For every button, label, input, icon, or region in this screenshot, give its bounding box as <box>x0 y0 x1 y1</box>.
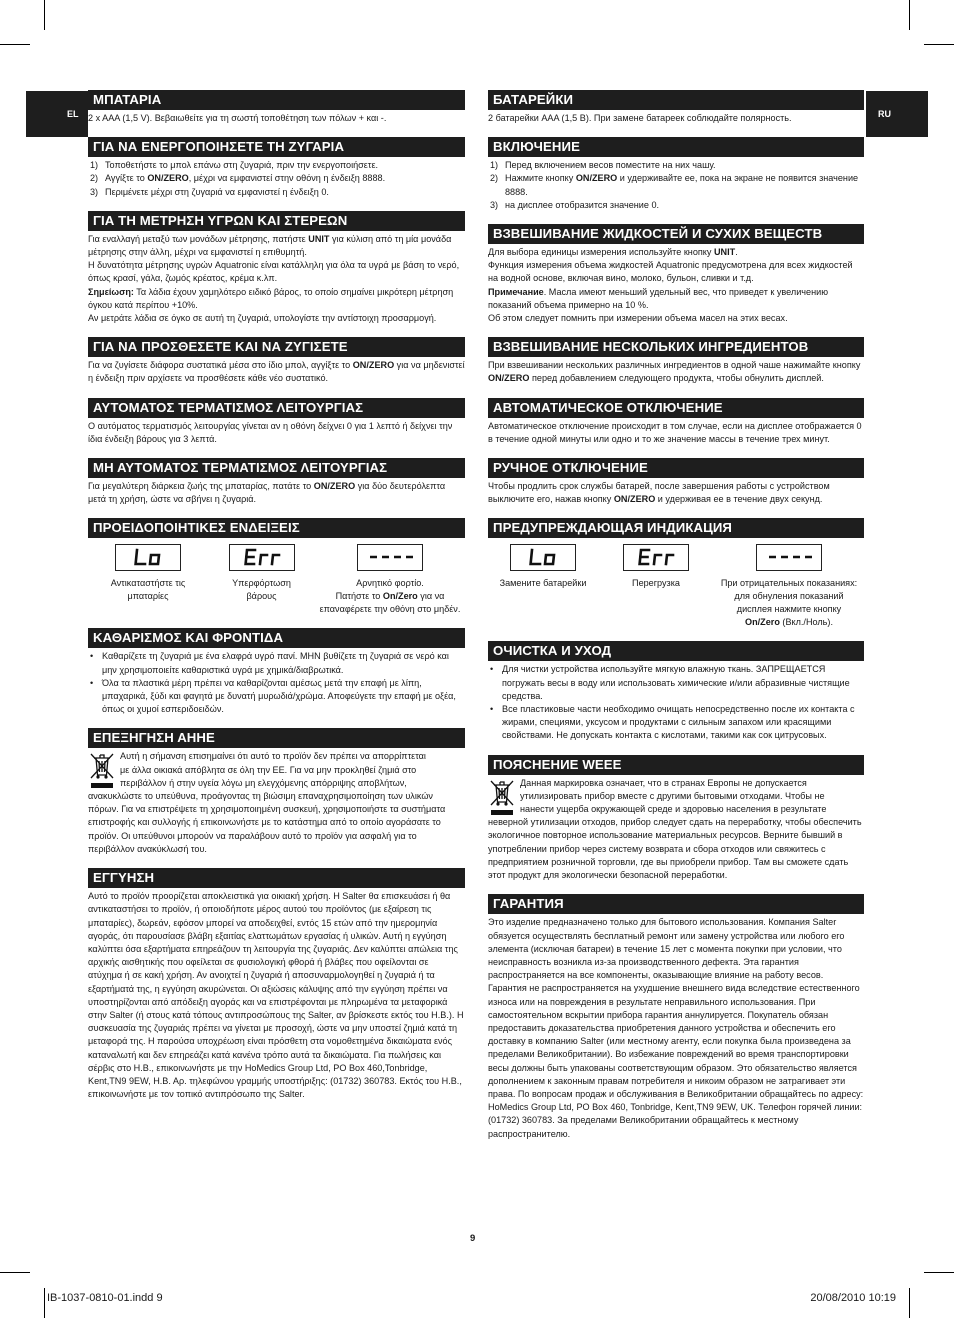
lcd-caption: On/Zero (Вкл./Ноль). <box>745 617 833 628</box>
lcd-caption: При отрицательных показаниях: <box>720 578 858 589</box>
lcd-err-icon <box>623 544 689 571</box>
section-text: Ο αυτόματος τερματισμός λειτουργίας γίνεται αν η οθόνη δείχνει 0 για 1 λεπτό ή δείχνει την ίδια ένδειξη βάρους για 3 λεπτά. <box>88 420 453 444</box>
section-auto-off <box>488 398 864 446</box>
step-1: 1) Τοποθετήστε το μπολ επάνω στη ζυγαριά, πριν την ενεργοποιήσετε. <box>90 160 379 171</box>
weee-text: нанести ущерба окружающей среде и здоровью населения в результате <box>520 804 827 815</box>
section-title: ПОЯСНЕНИЕ WEEE <box>488 755 864 775</box>
lcd-dashes-icon <box>357 544 423 571</box>
lcd-caption: επαναφέρετε την οθόνη στο μηδέν. <box>319 604 461 615</box>
weee-text: утилизировать прибор вместе с другими бытовыми отходами. Чтобы не <box>520 790 825 801</box>
lcd-caption: Перегрузка <box>632 578 680 589</box>
page-number: 9 <box>470 1233 476 1244</box>
russian-column <box>488 90 864 1153</box>
section-title: ΚΑΘΑΡΙΣΜΟΣ ΚΑΙ ΦΡΟΝΤΙΔΑ <box>88 628 465 648</box>
crop-mark <box>924 44 954 45</box>
section-title: ΕΓΓΥΗΣΗ <box>88 868 465 888</box>
language-tab-ru <box>866 91 928 137</box>
section-warnings <box>488 518 864 629</box>
paragraph: Об этом следует помнить при измерении объема масел на этих весах. <box>488 313 788 324</box>
section-warranty <box>488 894 864 1140</box>
section-auto-off <box>88 398 465 446</box>
lcd-lo-icon <box>115 544 181 571</box>
lcd-item-lo <box>488 544 598 629</box>
footer-date-time: 20/08/2010 10:19 <box>810 1292 896 1304</box>
crossed-bin-icon <box>88 750 116 792</box>
bullet-item: • Все пластиковые части необходимо очищать непосредственно после их контакта с жирами, специями, уксусом и продуктами с сильным запахом или красящими свойствами. Не допускать контакта с кислотами, такими как сок цитрусовых. <box>488 703 864 743</box>
lcd-caption: Αρνητικό φορτίο. <box>356 578 424 589</box>
section-title: ΓΙΑ ΝΑ ΠΡΟΣΘΕΣΕΤΕ ΚΑΙ ΝΑ ΖΥΓΙΣΕΤΕ <box>88 337 465 357</box>
section-text: Чтобы продлить срок службы батарей, после завершения работы с устройством выключите его, нажав кнопку ON/ZERO и удерживая ее в течение двух секунд. <box>488 481 830 505</box>
paragraph: Функция измерения объема жидкостей Aquatronic предусмотрена для всех жидкостей на водной основе, включая вино, молоко, бульон, сливки и т.д. <box>488 260 853 284</box>
step-3: 3) Περιμένετε μέχρι στη ζυγαριά να εμφανιστεί η ένδειξη 0. <box>90 186 329 197</box>
language-label: EL <box>67 109 79 119</box>
footer-file-info: IB-1037-0810-01.indd 9 <box>47 1292 163 1304</box>
section-warranty <box>88 868 465 1101</box>
section-add-weigh <box>488 337 864 385</box>
section-add-weigh <box>88 337 465 385</box>
section-care <box>88 628 465 716</box>
section-battery <box>488 90 864 125</box>
step-1: 1) Перед включением весов поместите на них чашу. <box>490 160 716 171</box>
weee-text: με άλλα οικιακά απόβλητα σε όλη την ΕΕ. Για να μην προκληθεί ζημιά στο <box>120 764 417 775</box>
section-weee <box>88 728 465 856</box>
lcd-caption: Αντικαταστήστε τις <box>110 578 186 589</box>
step-2: 2) Αγγίξτε το ON/ZERO, μέχρι να εμφανιστεί στην οθόνη η ένδειξη 8888. <box>90 173 386 184</box>
lcd-caption: Πατήστε το On/Zero για να <box>335 591 445 602</box>
section-title: ВЗВЕШИВАНИЕ ЖИДКОСТЕЙ И СУХИХ ВЕЩЕСТВ <box>488 224 864 244</box>
section-power-on <box>88 137 465 199</box>
section-title: ΜΠΑΤΑΡΙΑ <box>88 90 465 110</box>
lcd-item-err <box>606 544 706 629</box>
section-text: 2 батарейки AAA (1,5 В). При замене батареек соблюдайте полярность. <box>488 113 792 123</box>
section-liquid <box>88 211 465 325</box>
section-title: РУЧНОЕ ОТКЛЮЧЕНИЕ <box>488 458 864 478</box>
weee-text: неверной утилизации отходов, прибор следует сдать на переработку, чтобы обеспечить экологичное повторное использование материальных ресурсов. Верните бывший в употреблении прибор через систему возврата и сбора отходов или свяжитесь с предприятием розничной торговли, где вы приобрели прибор. Там вы сможете сдать этот продукт для экологически безопасной переработки. <box>488 817 862 881</box>
crop-mark <box>909 1288 910 1318</box>
weee-text: ανακυκλώστε το υπεύθυνα, προάγοντας τη βιώσιμη επαναχρησιμοποίηση των υλικών πόρων. Για να επιστρέψετε τη χρησιμοποιημένη συσκευή, χρησιμοποιήστε τα συστήματα επιστροφής και συλλογής ή επικοινωνήστε με το κατάστημα από το οποίο αγοράσατε το προϊόν. Οι υπεύθυνοι μπορούν να παραλάβουν αυτό το προϊόν για ασφαλή για το περιβάλλον ανακύκλωσή του. <box>88 791 446 854</box>
weee-text: περιβάλλον ή στην υγεία λόγω μη ελεγχόμενης απόρριψης αποβλήτων, <box>120 777 407 788</box>
lcd-caption: βάρους <box>246 591 277 602</box>
section-text: Για να ζυγίσετε διάφορα συστατικά μέσα στο ίδιο μπολ, αγγίξτε το ON/ZERO για να μηδενιστεί η ένδειξη πριν αρχίσετε να προσθέσετε κάθε νέο συστατικό. <box>88 360 465 384</box>
section-title: ΑΥΤΟΜΑΤΟΣ ΤΕΡΜΑΤΙΣΜΟΣ ΛΕΙΤΟΥΡΓΙΑΣ <box>88 398 465 418</box>
section-title: БАТАРЕЙКИ <box>488 90 864 110</box>
section-text: Για μεγαλύτερη διάρκεια ζωής της μπαταρίας, πατάτε το ON/ZERO για δύο δευτερόλεπτα μετά τη χρήση, ώστε να σβήνει η ζυγαριά. <box>88 481 446 505</box>
crop-mark <box>44 1288 45 1318</box>
lcd-item-err <box>212 544 312 616</box>
section-text: При взвешивании нескольких различных ингредиентов в одной чаше нажимайте кнопку ON/ZERO перед добавлением следующего продукта, чтобы обнулить дисплей. <box>488 360 861 384</box>
section-manual-off <box>488 458 864 506</box>
bullet-item: • Для чистки устройства используйте мягкую влажную ткань. ЗАПРЕЩАЕТСЯ погружать весы в воду или использовать химические и/или абразивные чистящие средства. <box>488 663 864 703</box>
greek-column <box>88 90 465 1113</box>
lcd-item-negative <box>315 544 465 616</box>
crop-mark <box>0 1272 30 1273</box>
lcd-dashes-icon <box>756 544 822 571</box>
section-text: Это изделие предназначено только для бытового использования. Компания Salter обязуется осуществлять бесплатный ремонт или замену устройства или любого его элемента (исключая батареи) в течение 15 лет с момента покупки при условии, что неисправность возникла из-за производственного дефекта. Эта гарантия распространяется на все компоненты, оказывающие влияние на работу весов. Гарантия не распространяется на ухудшение внешнего вида вследствие естественного износа или на повреждения в результате неправильного использования. При самостоятельном вскрытии прибора гарантия аннулируется. Покупатель обязан предоставить доказательства приобретения данного устройства и обеспечить его доставку в компанию Salter (или местному агенту, если покупка была произведена за пределами Великобритании). Во избежание повреждений во время транспортировки весы должны быть упакованы соответствующим образом. Это обязательство является дополнением к законным правам потребителя и никоим образом не затрагивает эти права. По вопросам продаж и обслуживания в Великобритании обращайтесь по адресу: HoMedics Group Ltd, PO Box 460, Tonbridge, Kent,TN9 9EW, UK. Телефон горячей линии: (01732) 360783. За пределами Великобритании обращайтесь к местному распространителю. <box>488 917 864 1139</box>
section-manual-off <box>88 458 465 506</box>
lcd-caption: для обнуления показаний <box>734 591 844 602</box>
section-title: ОЧИСТКА И УХОД <box>488 641 864 661</box>
crop-mark <box>44 0 45 30</box>
section-care <box>488 641 864 742</box>
weee-text: Αυτή η σήμανση επισημαίνει ότι αυτό το προϊόν δεν πρέπει να απορρίπτεται <box>120 751 426 762</box>
paragraph: Для выбора единицы измерения используйте кнопку UNIT. <box>488 247 738 258</box>
step-3: 3) на дисплее отобразится значение 0. <box>490 199 660 210</box>
section-text: Автоматическое отключение происходит в том случае, если на дисплее отображается 0 в течение одной минуты или одно и то же значение массы в течение трех минут. <box>488 420 862 444</box>
section-text: Αυτό το προϊόν προορίζεται αποκλειστικά για οικιακή χρήση. Η Salter θα επισκευάσει ή θα αντικαταστήσει το προϊόν, ή οποιοδήποτε μέρος αυτού του προϊόντος (με εξαίρεση τις μπαταρίες), δωρεάν, εφόσον μπορεί να αποδειχθεί, εντός 15 ετών από την ημερομηνία αγοράς, ότι παρουσίασε βλάβη εξαιτίας ελαττωμάτων εργασίας ή υλικών. Αυτή η εγγύηση καλύπτει όσα εξαρτήματα επηρεάζουν τη λειτουργία της ζυγαριάς. Δεν καλύπτει απώλεια της αρχικής αισθητικής που οφείλεται σε φυσιολογική φθορά ή βλάβες που οφείλονται σε ατύχημα ή σε κακή χρήση. Αν ανοιχτεί η ζυγαριά ή αποσυναρμολογηθεί η ζυγαριά ή τα εξαρτήματά της, η εγγύηση ακυρώνεται. Οι αξιώσεις κάλυψης από την εγγύηση πρέπει να υποστηρίζονται από απόδειξη αγοράς και να επιστρέφονται με πληρωμένα τα μεταφορικά στην Salter (ή στους κατά τόπους αντιπροσώπους της Salter, αν βρίσκεστε εκτός του Η.Β.). Η συσκευασία της ζυγαριάς πρέπει να γίνεται με προσοχή, ώστε να μην υποστεί ζημιά κατά τη μεταφορά της. Η παρούσα υποχρέωση είναι πρόσθετη στα νομοθετημένα δικαιώματα ενός καταναλωτή και δεν επηρεάζει κατά κανένα τρόπο αυτά τα δικαιώματα. Για πωλήσεις και σέρβις στο Η.Β., επικοινωνήστε με την HoMedics Group Ltd, PO Box 460,Tonbridge, Kent,TN9 9EW, Η.Β. Αρ. τηλεφώνου γραμμής υποστήριξης: (01732) 360783. Εκτός του Η.Β., επικοινωνήστε με τον τοπικό αντιπρόσωπο της Salter. <box>88 891 464 1100</box>
crop-mark <box>909 0 910 30</box>
section-power-on <box>488 137 864 212</box>
section-title: АВТОМАТИЧЕСКОЕ ОТКЛЮЧЕНИЕ <box>488 398 864 418</box>
section-title: ΓΙΑ ΝΑ ΕΝΕΡΓΟΠΟΙΗΣΕΤΕ ΤΗ ΖΥΓΑΡΙΑ <box>88 137 465 157</box>
weee-text: Данная маркировка означает, что в странах Европы не допускается <box>520 777 807 788</box>
note: Примечание. Масла имеют меньший удельный вес, что приведет к увеличению показаний объема примерно на 10 %. <box>488 286 829 310</box>
note: Σημείωση: Τα λάδια έχουν χαμηλότερο ειδικό βάρος, το οποίο σημαίνει μικρότερη μέτρηση όγκου κατά περίπου +10%. <box>88 286 454 310</box>
crop-mark <box>0 44 30 45</box>
step-2: 2) Нажмите кнопку ON/ZERO и удерживайте ее, пока на экране не появится значение 8888. <box>490 173 859 197</box>
crop-mark <box>924 1272 954 1273</box>
crossed-bin-icon <box>488 777 516 819</box>
lcd-err-icon <box>229 544 295 571</box>
lcd-lo-icon <box>510 544 576 571</box>
section-weee <box>488 755 864 883</box>
lcd-item-negative <box>714 544 864 629</box>
section-title: ГАРАНТИЯ <box>488 894 864 914</box>
lcd-caption: Замените батарейки <box>499 578 587 589</box>
lcd-item-lo <box>88 544 208 616</box>
language-label: RU <box>878 109 891 119</box>
lcd-caption: Υπερφόρτωση <box>232 578 291 589</box>
paragraph: Για εναλλαγή μεταξύ των μονάδων μέτρησης, πατήστε UNIT για κύλιση από τη μία μονάδα μέτρησης στην άλλη, μέχρι να εμφανιστεί η επιθυμητή. <box>88 233 452 258</box>
section-title: ΕΠΕΞΗΓΗΣΗ ΑΗΗΕ <box>88 728 465 748</box>
section-warnings <box>88 518 465 616</box>
lcd-caption: μπαταρίες <box>127 591 169 602</box>
lcd-caption: дисплея нажмите кнопку <box>736 604 842 615</box>
section-title: ПРЕДУПРЕЖДАЮЩАЯ ИНДИКАЦИЯ <box>488 518 864 538</box>
section-title: ΓΙΑ ΤΗ ΜΕΤΡΗΣΗ ΥΓΡΩΝ ΚΑΙ ΣΤΕΡΕΩΝ <box>88 211 465 231</box>
section-title: ВКЛЮЧЕНИЕ <box>488 137 864 157</box>
section-title: ΜΗ ΑΥΤΟΜΑΤΟΣ ΤΕΡΜΑΤΙΣΜΟΣ ΛΕΙΤΟΥΡΓΙΑΣ <box>88 458 465 478</box>
section-text: 2 x AAA (1,5 V). Βεβαιωθείτε για τη σωστή τοποθέτηση των πόλων + και -. <box>88 113 387 123</box>
language-tab-el <box>26 91 88 137</box>
paragraph: Αν μετράτε λάδια σε όγκο σε αυτή τη ζυγαριά, υπολογίστε την αντίστοιχη προσαρμογή. <box>88 313 437 324</box>
bullet-item: • Όλα τα πλαστικά μέρη πρέπει να καθαρίζονται αμέσως μετά την επαφή με λίπη, μπαχαρικά, ξύδι και φαγητά με δυνατή μυρωδιά/χρώμα. Αποφεύγετε την επαφή με οξέα, όπως οι χυμοί εσπεριδοειδών. <box>88 677 465 717</box>
section-liquid <box>488 224 864 325</box>
bullet-item: • Καθαρίζετε τη ζυγαριά με ένα ελαφρά υγρό πανί. ΜΗΝ βυθίζετε τη ζυγαριά σε νερό και μην χρησιμοποιείτε καθαριστικά υγρά με χημικά/διαβρωτικά. <box>88 650 465 676</box>
section-title: ВЗВЕШИВАНИЕ НЕСКОЛЬКИХ ИНГРЕДИЕНТОВ <box>488 337 864 357</box>
section-battery <box>88 90 465 125</box>
section-title: ΠΡΟΕΙΔΟΠΟΙΗΤΙΚΕΣ ΕΝΔΕΙΞΕΙΣ <box>88 518 465 538</box>
paragraph: Η δυνατότητα μέτρησης υγρών Aquatronic είναι κατάλληλη για όλα τα υγρά με βάση το νερό, όπως κρασί, γάλα, ζωμός κρέατος, κρέμα κ.λπ. <box>88 260 460 284</box>
